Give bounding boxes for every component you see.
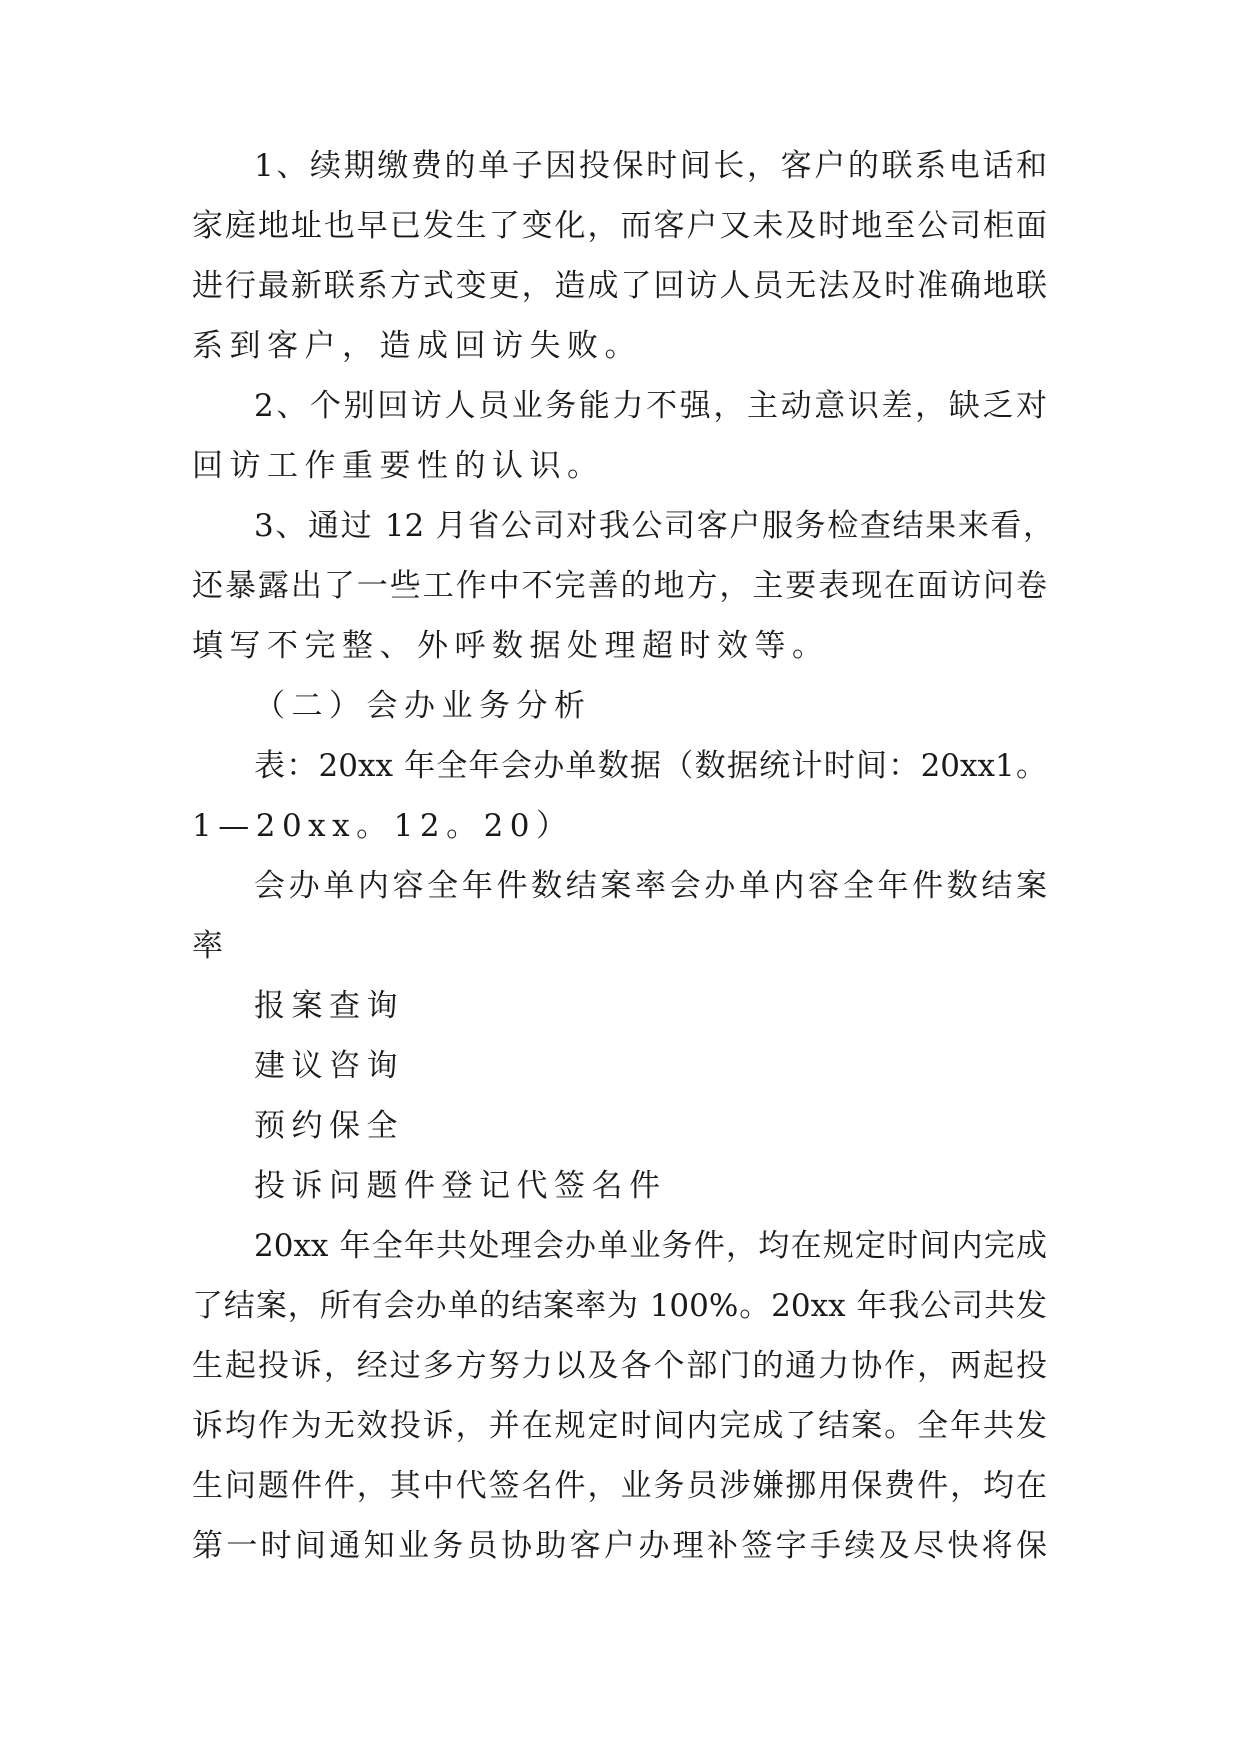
text-line-23: 生问题件件，其中代签名件，业务员涉嫌挪用保费件，均在	[192, 1468, 1047, 1504]
text-line-7: 3、通过 12 月省公司对我公司客户服务检查结果来看，	[254, 508, 1054, 544]
text-line-19: 20xx 年全年共处理会办单业务件，均在规定时间内完成	[254, 1228, 1047, 1264]
table-caption-line-2: 1—20xx。12。20）	[192, 808, 574, 844]
text-line-21: 生起投诉，经过多方努力以及各个部门的通力协作，两起投	[192, 1348, 1047, 1384]
section-heading: （二）会办业务分析	[254, 688, 592, 724]
text-line-5: 2、个别回访人员业务能力不强，主动意识差，缺乏对	[254, 388, 1047, 424]
text-line-9: 填写不完整、外呼数据处理超时效等。	[192, 628, 830, 664]
text-line-2: 家庭地址也早已发生了变化，而客户又未及时地至公司柜面	[192, 208, 1047, 244]
text-line-22: 诉均作为无效投诉，并在规定时间内完成了结案。全年共发	[192, 1408, 1047, 1444]
text-line-24: 第一时间通知业务员协助客户办理补签字手续及尽快将保	[192, 1528, 1047, 1564]
table-header-line-1: 会办单内容全年件数结案率会办单内容全年件数结案	[254, 868, 1047, 904]
text-line-6: 回访工作重要性的认识。	[192, 448, 605, 484]
table-item-2: 建议咨询	[254, 1048, 404, 1084]
text-line-1: 1、续期缴费的单子因投保时间长，客户的联系电话和	[254, 148, 1047, 184]
table-item-1: 报案查询	[254, 988, 404, 1024]
table-item-4: 投诉问题件登记代签名件	[254, 1168, 667, 1204]
table-caption-line-1: 表：20xx 年全年会办单数据（数据统计时间：20xx1。	[254, 748, 1047, 784]
text-line-4: 系到客户，造成回访失败。	[192, 328, 642, 364]
table-header-line-2: 率	[192, 928, 230, 964]
text-line-3: 进行最新联系方式变更，造成了回访人员无法及时准确地联	[192, 268, 1047, 304]
text-line-8: 还暴露出了一些工作中不完善的地方，主要表现在面访问卷	[192, 568, 1047, 604]
table-item-3: 预约保全	[254, 1108, 404, 1144]
text-line-20: 了结案，所有会办单的结案率为 100%。20xx 年我公司共发	[192, 1288, 1047, 1324]
